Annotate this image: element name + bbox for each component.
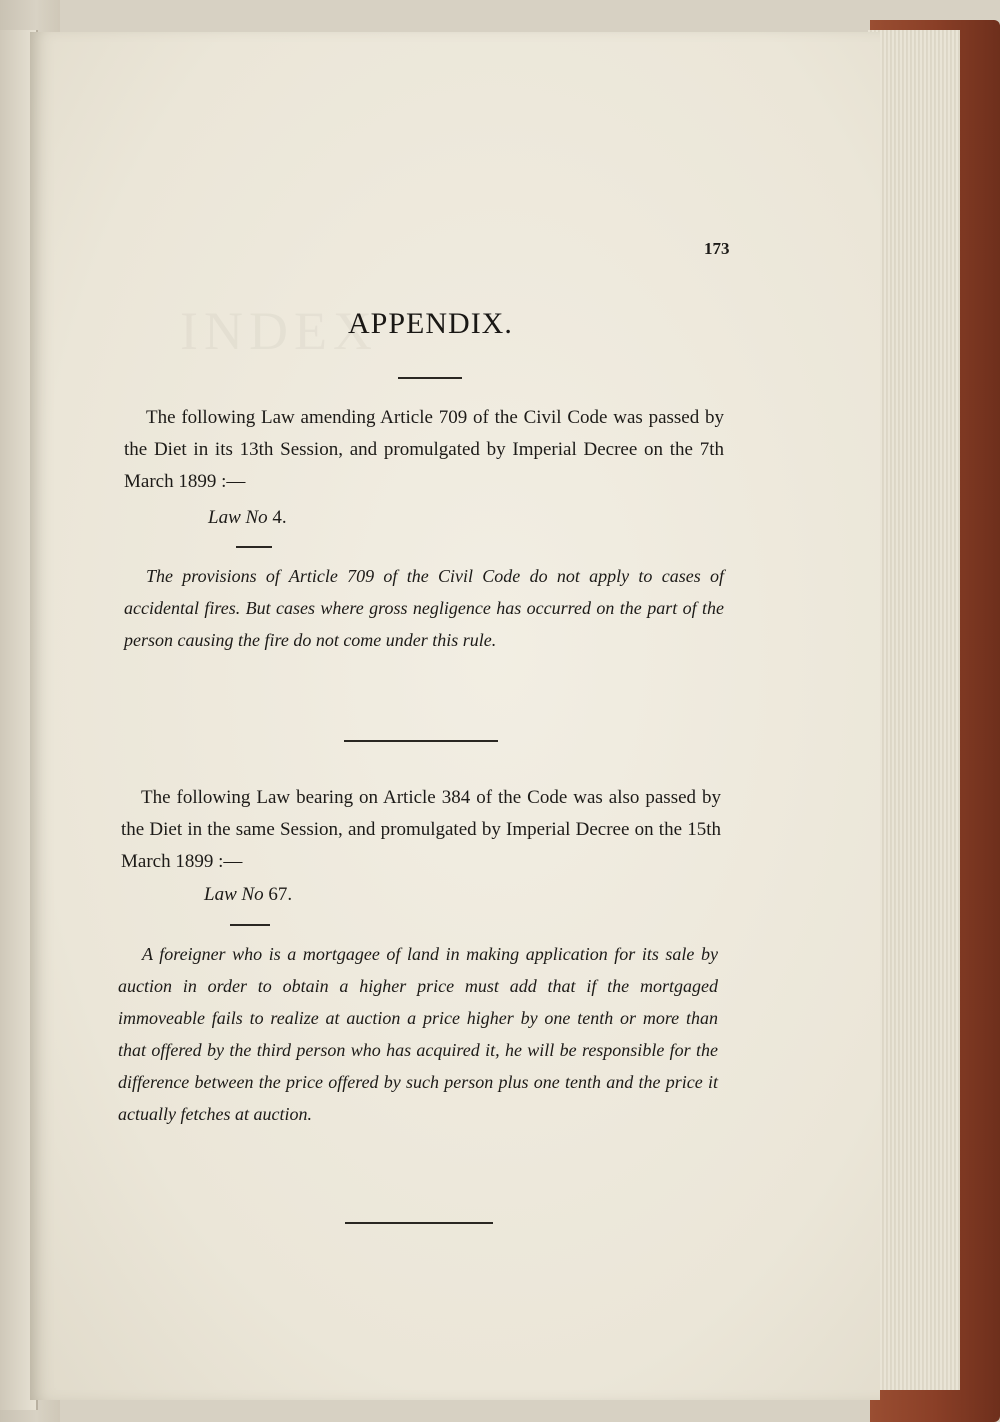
page-title: APPENDIX. bbox=[348, 307, 513, 340]
section1-intro: The following Law amending Article 709 of the Civil Code was passed by the Diet in its 13th Session, and promulgated by Imperial Decree on the 7th March 1899 :— bbox=[124, 407, 724, 492]
section2-text: A foreigner who is a mortgagee of land in making application for its sale by auction in order to obtain a higher price must add that if the mortgaged immoveable fails to realize at auction a price higher by one tenth or more than that offered by the third person who has acquired it, he will be responsible for the difference between the price offered by such person plus one tenth and the price it actually fetches at auction. bbox=[118, 944, 718, 1124]
law-rule bbox=[236, 546, 272, 548]
law-label: Law No bbox=[208, 507, 268, 528]
page-edges bbox=[868, 30, 960, 1390]
law-rule bbox=[230, 924, 270, 926]
law-label: Law No bbox=[204, 884, 264, 905]
section1-text: The provisions of Article 709 of the Civil Code do not apply to cases of accidental fires. But cases where gross negligence has occurred on the part of the person causing the fire do not come under this rule. bbox=[124, 566, 724, 650]
end-rule bbox=[345, 1222, 493, 1224]
section-divider bbox=[344, 740, 498, 742]
section2-law-heading bbox=[204, 884, 292, 906]
law-number: 67. bbox=[268, 884, 293, 905]
book-page bbox=[30, 32, 880, 1400]
page-number: 173 bbox=[704, 239, 730, 258]
title-rule bbox=[398, 377, 462, 379]
section1-law-heading bbox=[208, 507, 287, 529]
law-number: 4. bbox=[272, 507, 287, 528]
section2-intro: The following Law bearing on Article 384 of the Code was also passed by the Diet in the same Session, and promulgated by Imperial Decree on the 15th March 1899 :— bbox=[121, 787, 721, 872]
show-through-text: INDEX bbox=[180, 301, 378, 361]
